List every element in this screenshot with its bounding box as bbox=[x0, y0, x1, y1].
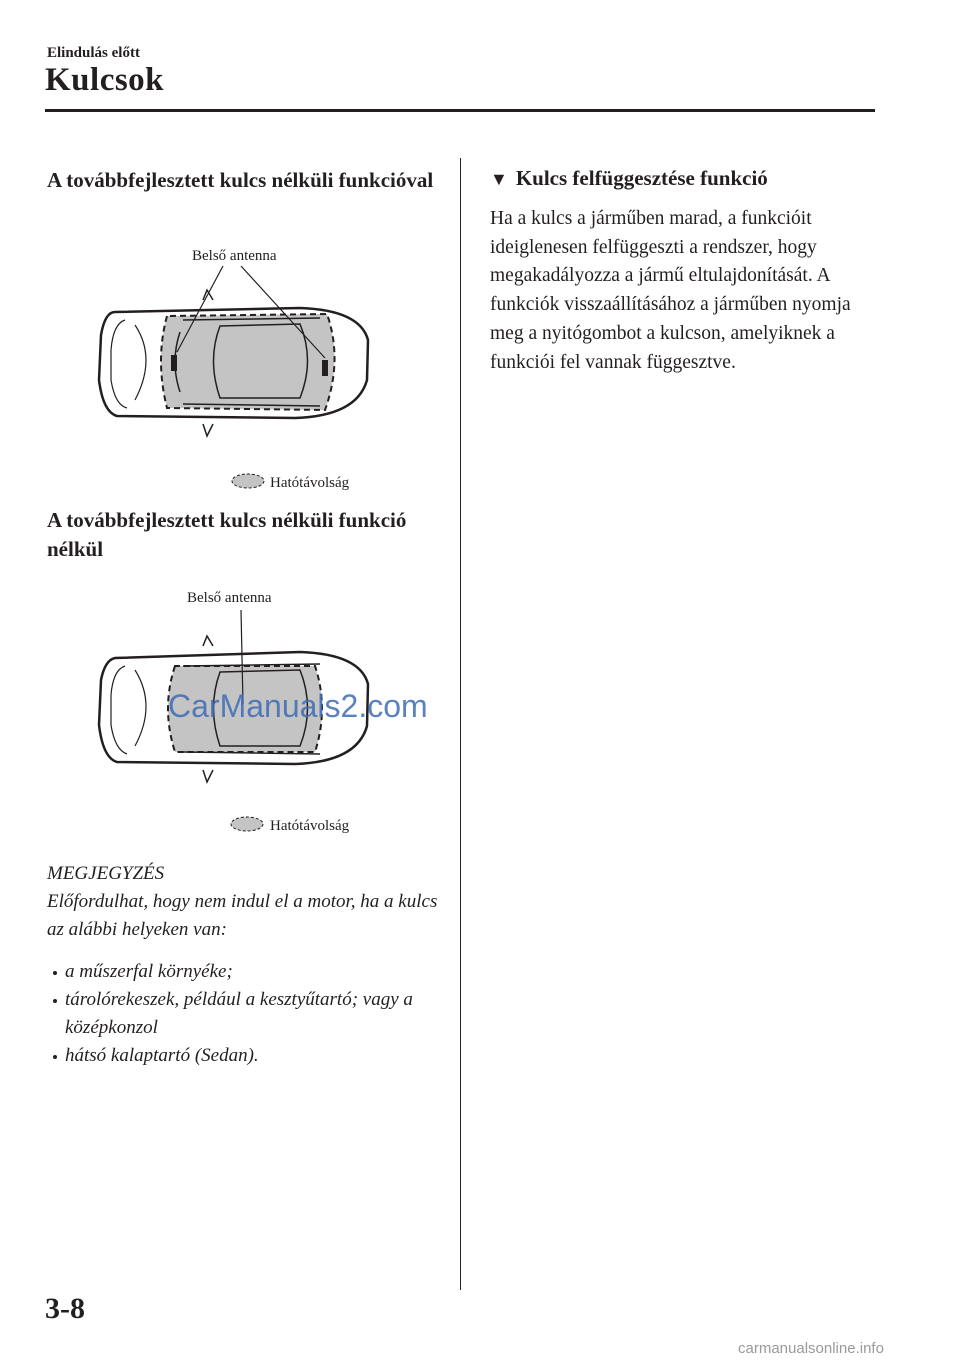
figure2-heading: A továbbfejlesztett kulcs nélküli funkció nélkül bbox=[47, 508, 407, 561]
page-number: 3-8 bbox=[45, 1292, 85, 1325]
figure2-range-label: Hatótávolság bbox=[270, 818, 350, 834]
note-body: Előfordulhat, hogy nem indul el a motor, ha a kulcs az alábbi helyeken van: bbox=[47, 891, 438, 940]
range-legend-icon bbox=[231, 817, 263, 831]
front-antenna-marker bbox=[171, 355, 177, 371]
list-item: tárolórekeszek, például a kesztyűtartó; vagy a középkonzol bbox=[47, 986, 447, 1042]
right-column bbox=[490, 164, 880, 377]
note-bullet-list bbox=[47, 958, 447, 1070]
rear-antenna-marker bbox=[322, 360, 328, 376]
triangle-marker-icon: ▼ bbox=[490, 169, 508, 189]
list-item: a műszerfal környéke; bbox=[47, 958, 447, 986]
range-legend-icon bbox=[232, 474, 264, 488]
header-rule bbox=[45, 109, 875, 112]
section-label: Elindulás előtt bbox=[47, 45, 140, 61]
suspend-function-heading: ▼ Kulcs felfüggesztése funkció bbox=[490, 166, 768, 190]
page-title: Kulcsok bbox=[45, 62, 165, 98]
figure1-antenna-label: Belső antenna bbox=[192, 248, 277, 264]
figure1-car-diagram bbox=[95, 240, 385, 500]
note-block bbox=[47, 860, 447, 1070]
footer-url: carmanualsonline.info bbox=[738, 1340, 884, 1357]
watermark: CarManuals2.com bbox=[168, 688, 428, 724]
figure2-antenna-label: Belső antenna bbox=[187, 590, 272, 606]
list-item: hátsó kalaptartó (Sedan). bbox=[47, 1042, 447, 1070]
range-area bbox=[161, 314, 335, 410]
column-divider bbox=[460, 158, 461, 1290]
figure1-heading: A továbbfejlesztett kulcs nélküli funkcióval bbox=[47, 168, 434, 192]
figure1-range-label: Hatótávolság bbox=[270, 475, 350, 491]
note-title: MEGJEGYZÉS bbox=[47, 863, 165, 884]
suspend-function-body: Ha a kulcs a járműben marad, a funkcióit ideiglenesen felfüggeszti a rendszer, hogy megakadályozza a jármű eltulajdonítását. A funkciók visszaállításához a járműben nyomja meg a nyitógombot a kulcson, amelyiknek a funkciói fel vannak függesztve. bbox=[490, 208, 851, 373]
